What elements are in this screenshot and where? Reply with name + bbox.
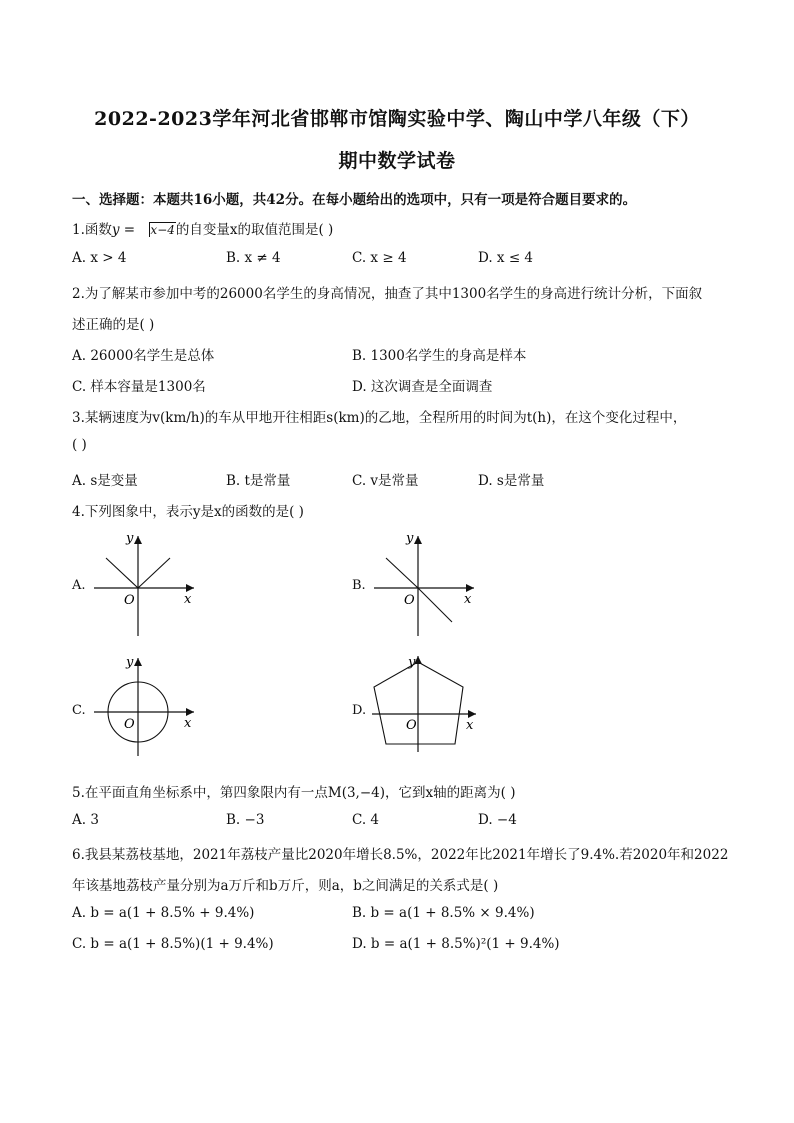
- q4-a-y-label: y: [126, 531, 134, 546]
- question-3-line2: ( ): [72, 437, 87, 453]
- q4-c-y-label: y: [126, 655, 134, 670]
- sqrt-symbol: [139, 223, 175, 237]
- q3-option-a[interactable]: A. s是变量: [72, 473, 138, 489]
- q1-prefix: 1.函数: [72, 222, 112, 238]
- q4-a-x-label: x: [184, 592, 192, 607]
- question-3-line1: 3.某辆速度为v(km/h)的车从甲地开往相距s(km)的乙地，全程所用的时间为t(h)，在这个变化过程中，: [72, 410, 687, 426]
- q4-c-x-label: x: [184, 716, 192, 731]
- question-6-line2: 年该基地荔枝产量分别为a万斤和b万斤，则a，b之间满足的关系式是( ): [72, 878, 499, 894]
- q6-option-c[interactable]: C. b = a(1 + 8.5%)(1 + 9.4%): [72, 936, 274, 952]
- q2-option-d[interactable]: D. 这次调查是全面调查: [352, 379, 493, 395]
- q4-d-origin-label: O: [406, 718, 417, 733]
- q6-option-d[interactable]: D. b = a(1 + 8.5%)²(1 + 9.4%): [352, 936, 560, 952]
- q4-option-a-label[interactable]: A.: [72, 578, 86, 593]
- q1-option-d[interactable]: D. x ≤ 4: [478, 250, 534, 266]
- q4-d-x-label: x: [466, 718, 474, 733]
- question-6-line1: 6.我县某荔枝基地，2021年荔枝产量比2020年增长8.5%，2022年比2021年增长了9.4%.若2020年和2022: [72, 847, 729, 863]
- q3-option-c[interactable]: C. v是常量: [352, 473, 419, 489]
- q4-option-d-label[interactable]: D.: [352, 703, 367, 718]
- q6-option-b[interactable]: B. b = a(1 + 8.5% × 9.4%): [352, 905, 535, 921]
- section-heading: 一、选择题：本题共16小题，共42分。在每小题给出的选项中，只有一项是符合题目要求的。: [72, 192, 637, 208]
- q5-option-b[interactable]: B. −3: [226, 812, 265, 828]
- q6-option-a[interactable]: A. b = a(1 + 8.5% + 9.4%): [72, 905, 255, 921]
- question-2-line1: 2.为了解某市参加中考的26000名学生的身高情况，抽查了其中1300名学生的身高进行统计分析，下面叙: [72, 286, 703, 302]
- q2-option-a[interactable]: A. 26000名学生是总体: [72, 348, 215, 364]
- q4-d-y-label: y: [408, 655, 416, 670]
- question-4-line1: 4.下列图象中，表示y是x的函数的是( ): [72, 504, 304, 520]
- q4-b-y-label: y: [406, 531, 414, 546]
- q5-option-c[interactable]: C. 4: [352, 812, 380, 828]
- q4-graph-c[interactable]: [90, 652, 200, 762]
- q5-option-d[interactable]: D. −4: [478, 812, 517, 828]
- q4-b-origin-label: O: [404, 593, 415, 608]
- q1-option-b[interactable]: B. x ≠ 4: [226, 250, 281, 266]
- q4-option-b-label[interactable]: B.: [352, 578, 366, 593]
- q4-option-c-label[interactable]: C.: [72, 703, 86, 718]
- question-5-line1: 5.在平面直角坐标系中，第四象限内有一点M(3,−4)，它到x轴的距离为( ): [72, 785, 516, 801]
- q1-suffix: 的自变量x的取值范围是( ): [175, 222, 334, 238]
- q4-c-origin-label: O: [124, 717, 135, 732]
- q2-option-b[interactable]: B. 1300名学生的身高是样本: [352, 348, 527, 364]
- q5-option-a[interactable]: A. 3: [72, 812, 99, 828]
- exam-title-line1: 2022-2023学年河北省邯郸市馆陶实验中学、陶山中学八年级（下）: [94, 108, 700, 130]
- q1-radicand: x−4: [150, 223, 175, 237]
- q2-option-c[interactable]: C. 样本容量是1300名: [72, 379, 206, 395]
- q3-option-b[interactable]: B. t是常量: [226, 473, 291, 489]
- question-2-line2: 述正确的是( ): [72, 317, 155, 333]
- q4-a-origin-label: O: [124, 593, 135, 608]
- q1-option-a[interactable]: A. x > 4: [72, 250, 127, 266]
- exam-title-line2: 期中数学试卷: [338, 150, 456, 172]
- q3-option-d[interactable]: D. s是常量: [478, 473, 545, 489]
- question-1: [72, 218, 333, 238]
- q4-graph-d[interactable]: [368, 652, 483, 762]
- q4-b-x-label: x: [464, 592, 472, 607]
- q1-option-c[interactable]: C. x ≥ 4: [352, 250, 407, 266]
- q4-graph-a[interactable]: [90, 528, 200, 638]
- q4-graph-b[interactable]: [370, 528, 480, 638]
- q1-formula-lhs: y =: [111, 222, 140, 238]
